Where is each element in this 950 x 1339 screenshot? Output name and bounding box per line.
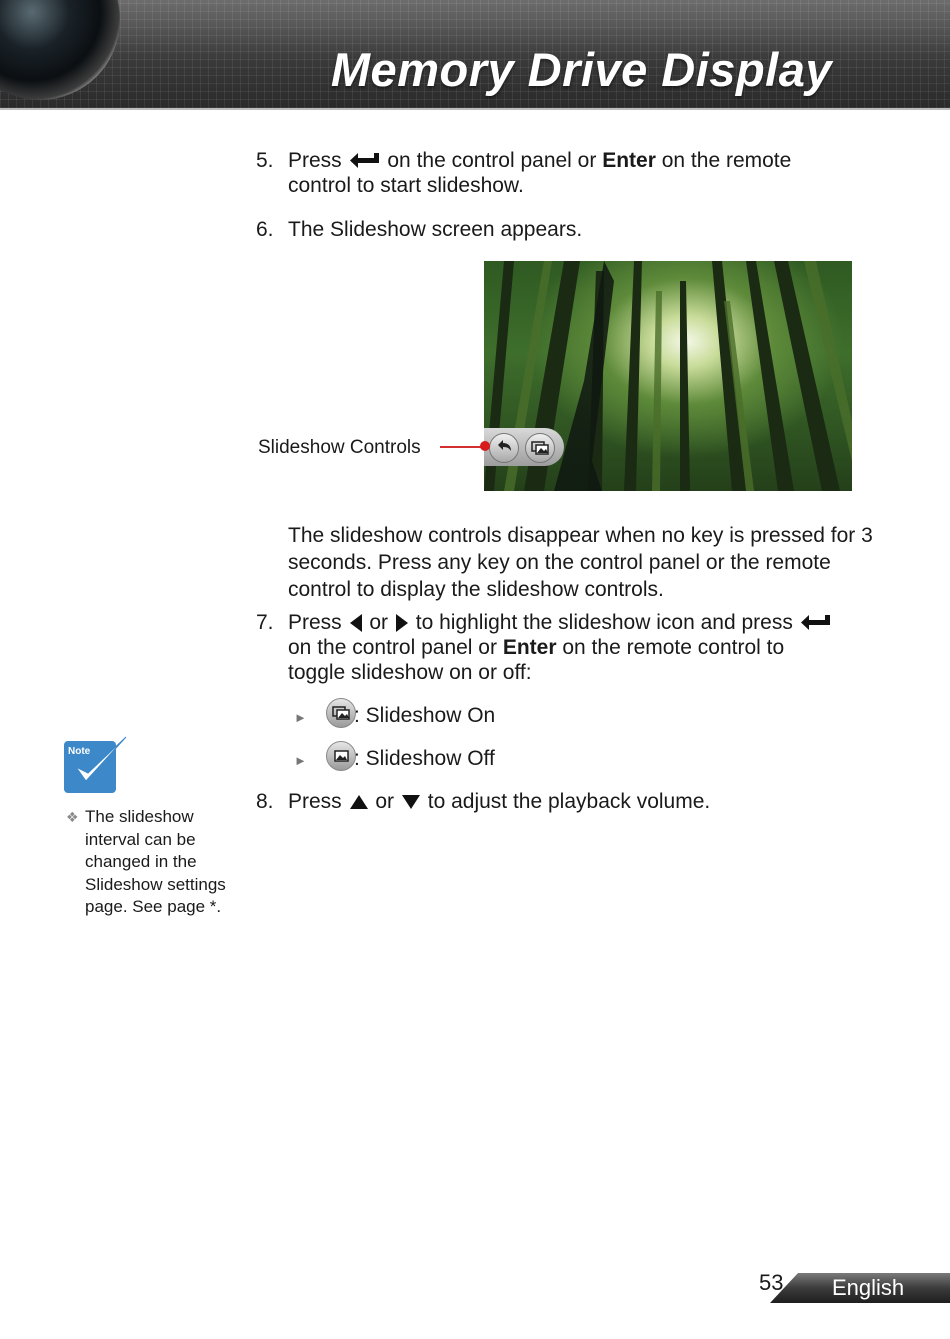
step-text-part: Press <box>288 790 342 813</box>
back-arrow-icon <box>490 434 518 462</box>
slideshow-controls-label: Slideshow Controls <box>258 437 421 458</box>
note-icon <box>64 735 128 795</box>
enter-label: Enter <box>502 636 557 659</box>
up-arrow-icon <box>348 793 370 811</box>
step-text-part: on the control panel or <box>387 149 597 172</box>
step-text <box>288 610 878 685</box>
step-text-part: or <box>375 790 395 813</box>
down-arrow-icon <box>400 793 422 811</box>
step-number: 5. <box>256 149 274 172</box>
controls-description: The slideshow controls disappear when no key is pressed for 3 seconds. Press any key on the control panel or the remote control to display the slideshow controls. <box>288 524 873 601</box>
note-text: The slideshow interval can be changed in the Slideshow settings page. See page *. <box>85 807 226 916</box>
page-title: Memory Drive Display <box>330 43 832 96</box>
option-label: : Slideshow On <box>354 704 496 727</box>
step-number: 7. <box>256 611 274 634</box>
note-bullet-icon: ❖ <box>66 809 79 825</box>
lens-graphic <box>0 0 120 100</box>
step-text-part: control to start slideshow. <box>288 174 524 197</box>
bullet-arrow-icon: ► <box>294 753 307 768</box>
page-number: 53 <box>759 1270 784 1295</box>
step-number: 8. <box>256 790 274 813</box>
slideshow-on-icon <box>326 698 356 728</box>
footer-language: English <box>832 1275 905 1300</box>
step-text-part: Press <box>288 149 342 172</box>
step-text-part: Press <box>288 611 342 634</box>
callout-line <box>440 446 484 448</box>
step-text-part: on the remote <box>661 149 792 172</box>
bullet-arrow-icon: ► <box>294 710 307 725</box>
back-button[interactable] <box>489 433 519 463</box>
step-text-part: on the control panel or <box>288 636 497 659</box>
enter-key-icon <box>348 151 382 171</box>
right-arrow-icon <box>394 613 410 633</box>
step-number: 6. <box>256 218 274 241</box>
page-header <box>0 0 950 110</box>
step-text-part: toggle slideshow on or off: <box>288 661 532 684</box>
slideshow-toggle-button[interactable] <box>525 433 555 463</box>
step-text: The Slideshow screen appears. <box>288 218 583 241</box>
callout-dot <box>480 441 490 451</box>
note-badge-text: Note <box>68 746 91 757</box>
option-label: : Slideshow Off <box>354 747 495 770</box>
step-text-part: to highlight the slideshow icon and press <box>415 611 793 634</box>
slideshow-icon <box>526 434 554 462</box>
left-arrow-icon <box>348 613 364 633</box>
enter-label: Enter <box>602 149 656 172</box>
step-text-part: on the remote control to <box>562 636 785 659</box>
step-text-part: or <box>369 611 389 634</box>
step-text <box>288 789 878 814</box>
enter-key-icon <box>799 613 833 633</box>
slideshow-off-icon <box>326 741 356 771</box>
step-text-part: to adjust the playback volume. <box>427 790 711 813</box>
step-text <box>288 148 878 198</box>
